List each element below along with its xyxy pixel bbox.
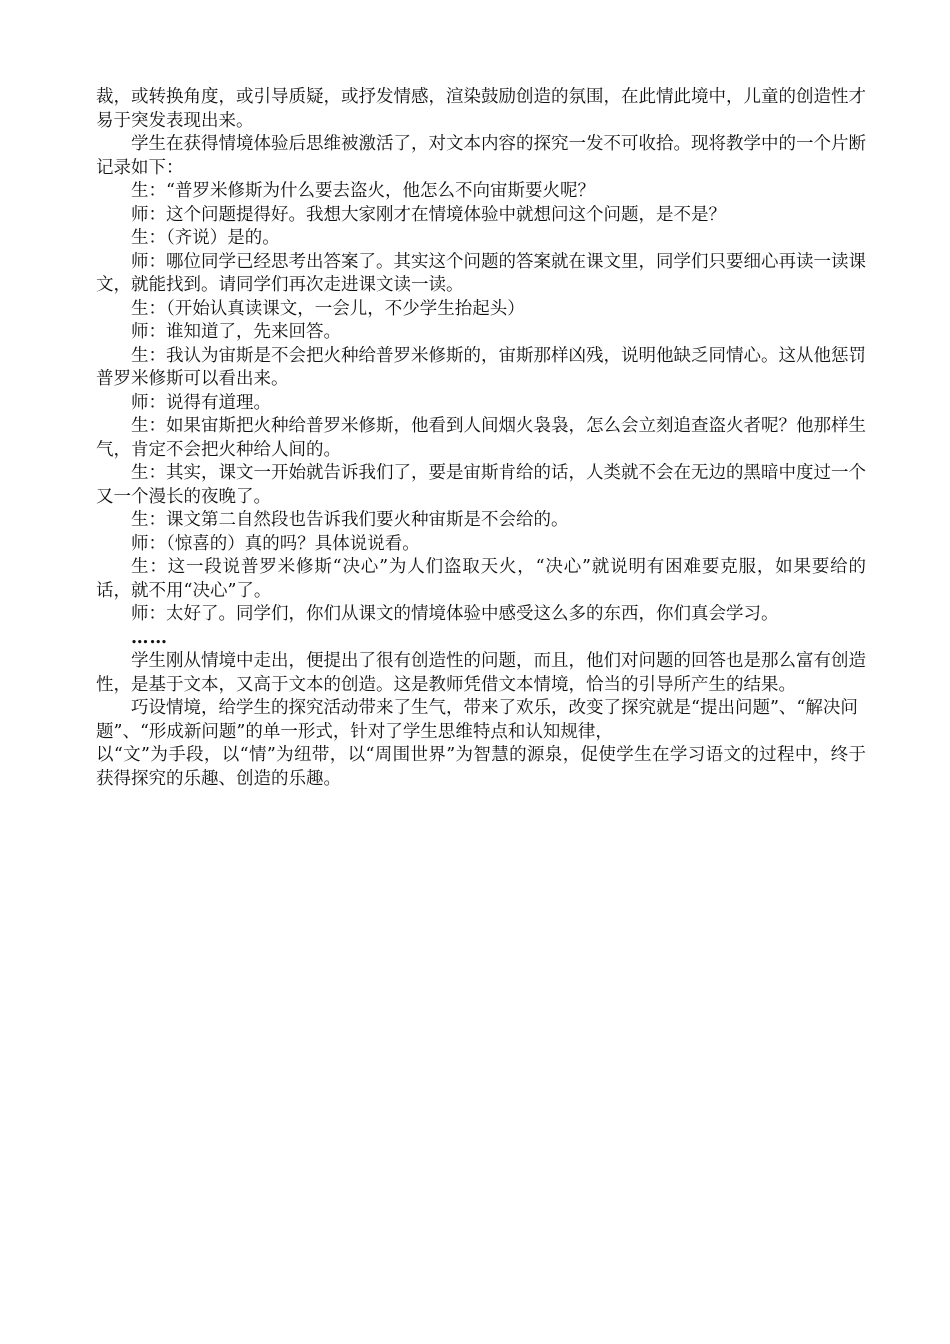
dialogue-line: 师：这个问题提得好。我想大家刚才在情境体验中就想问这个问题，是不是？ — [131, 204, 726, 225]
paragraph-conclusion: 巧设情境，给学生的探究活动带来了生气，带来了欢乐，改变了探究就是“提出问题”、“解决问题”、“形成新问题”的单一形式，针对了学生思维特点和认知规律， — [96, 698, 858, 742]
dialogue-line: 师：太好了。同学们，你们从课文的情境体验中感受这么多的东西，你们真会学习。 — [131, 604, 779, 624]
dialogue-line: 师：谁知道了，先来回答。 — [131, 322, 341, 342]
dialogue-line: 生：（齐说）是的。 — [131, 228, 280, 248]
dialogue-line: 生：“普罗米修斯为什么要去盗火，他怎么不向宙斯要火呢？ — [131, 181, 595, 201]
paragraph-continuation: 裁，或转换角度，或引导质疑，或抒发情感，渲染鼓励创造的氛围，在此情此境中，儿童的创造性才易于突发表现出来。 — [96, 87, 866, 131]
dialogue-line: 师：哪位同学已经思考出答案了。其实这个问题的答案就在课文里，同学们只要细心再读一读课文，就能找到。请同学们再次走进课文读一读。 — [96, 251, 866, 295]
dialogue-line: 生：（开始认真读课文，一会儿，不少学生抬起头） — [131, 298, 525, 319]
dialogue-line: 师：（惊喜的）真的吗？具体说说看。 — [131, 533, 420, 554]
paragraph-conclusion-continued: 以“文”为手段，以“情”为纽带，以“周围世界”为智慧的源泉，促使学生在学习语文的过程中，终于获得探究的乐趣、创造的乐趣。 — [96, 745, 866, 789]
dialogue-line: 生：这一段说普罗米修斯“决心”为人们盗取天火，“决心”就说明有困难要克服，如果要给的话，就不用“决心”了。 — [96, 557, 866, 601]
dialogue-line: 生：我认为宙斯是不会把火种给普罗米修斯的，宙斯那样凶残，说明他缺乏同情心。这从他惩罚普罗米修斯可以看出来。 — [96, 345, 866, 389]
document-page — [96, 86, 866, 791]
dialogue-line: 师：说得有道理。 — [131, 392, 271, 413]
dialogue-line: 生：其实，课文一开始就告诉我们了，要是宙斯肯给的话，人类就不会在无边的黑暗中度过一个又一个漫长的夜晚了。 — [96, 463, 866, 507]
dialogue-line: 生：课文第二自然段也告诉我们要火种宙斯是不会给的。 — [131, 510, 569, 530]
paragraph-analysis: 学生刚从情境中走出，便提出了很有创造性的问题，而且，他们对问题的回答也是那么富有创造性，是基于文本，又高于文本的创造。这是教师凭借文本情境，恰当的引导所产生的结果。 — [96, 651, 866, 695]
paragraph-intro: 学生在获得情境体验后思维被激活了，对文本内容的探究一发不可收拾。现将教学中的一个片断记录如下： — [96, 134, 866, 178]
dialogue-line: 生：如果宙斯把火种给普罗米修斯，他看到人间烟火袅袅，怎么会立刻追查盗火者呢？他那样生气，肯定不会把火种给人间的。 — [96, 416, 866, 460]
ellipsis-marker: …… — [131, 627, 168, 648]
